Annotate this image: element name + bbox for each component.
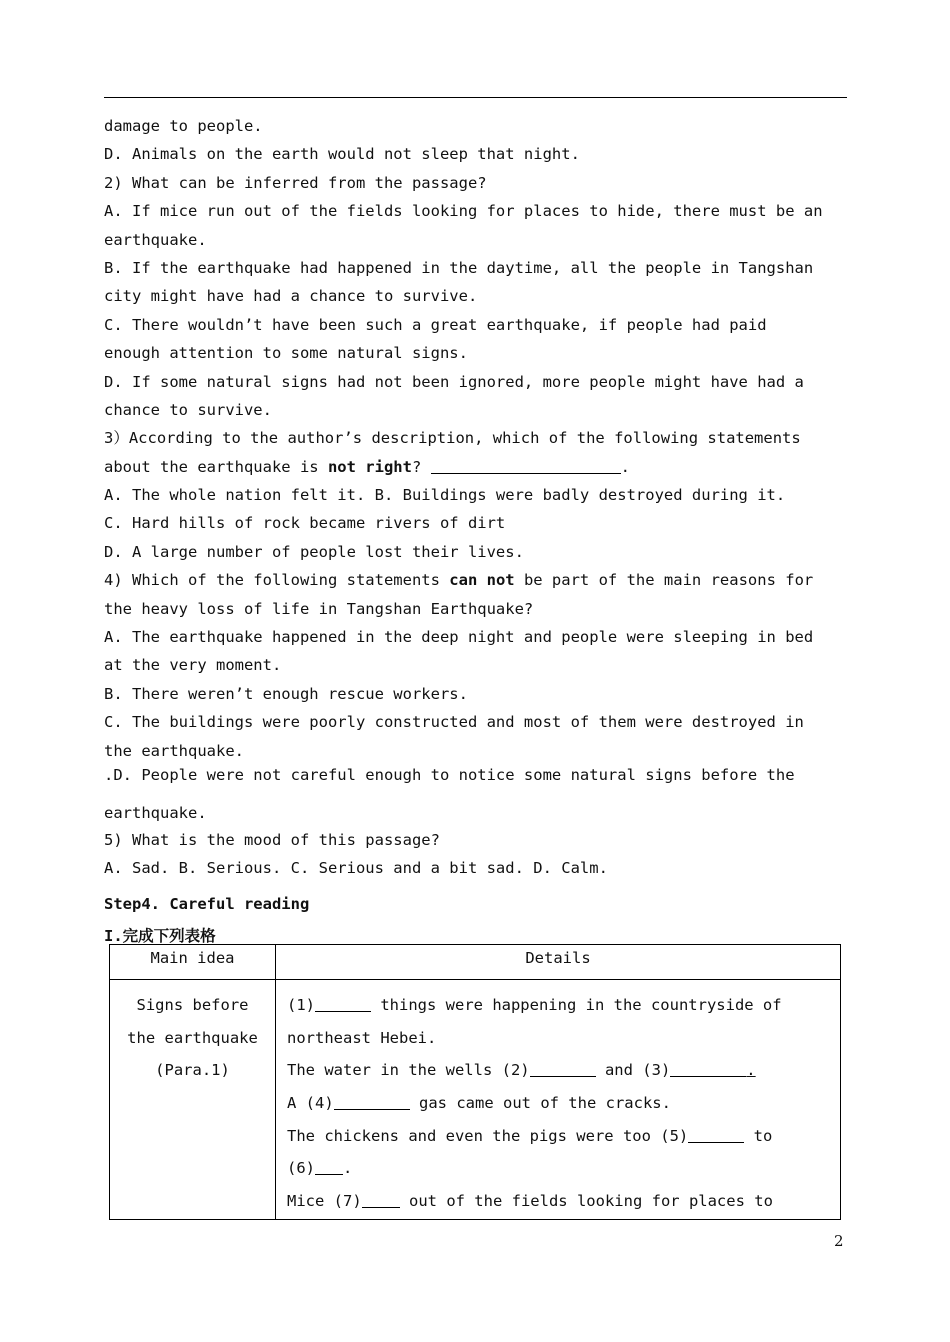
header-rule xyxy=(104,97,847,98)
details-cell xyxy=(276,980,841,1220)
blank-6[interactable] xyxy=(315,1156,343,1175)
main-idea-cell xyxy=(110,980,276,1220)
page-body xyxy=(104,112,849,955)
text-line: B. If the earthquake had happened in the daytime, all the people in Tangshan xyxy=(104,258,814,277)
text-line: chance to survive. xyxy=(104,400,272,419)
text-span: to xyxy=(744,1126,773,1145)
details-table xyxy=(109,944,841,1220)
text-line: D. If some natural signs had not been ignored, more people might have had a xyxy=(104,372,804,391)
text-line: enough attention to some natural signs. xyxy=(104,344,468,363)
text-span: A (4) xyxy=(287,1094,334,1113)
detail-line: northeast Hebei. xyxy=(287,1028,437,1047)
text-span: be part of the main reasons for xyxy=(514,571,814,590)
section-heading: I.完成下列表格 xyxy=(104,926,216,945)
main-idea-line: (Para.1) xyxy=(155,1061,230,1080)
text-line xyxy=(104,453,849,481)
detail-line xyxy=(287,1120,839,1153)
detail-line xyxy=(287,1087,839,1120)
header-main-idea: Main idea xyxy=(110,945,276,980)
option-line: A. The whole nation felt it. B. Buildings were badly destroyed during it. xyxy=(104,486,786,505)
detail-line xyxy=(287,1152,839,1185)
blank-4[interactable] xyxy=(334,1091,410,1110)
option-line: A. The earthquake happened in the deep night and people were sleeping in bed xyxy=(104,628,814,647)
text-line: D. Animals on the earth would not sleep that night. xyxy=(104,145,580,164)
table-header-row xyxy=(110,945,841,980)
emphasis: can not xyxy=(449,571,515,590)
blank-2[interactable] xyxy=(530,1058,596,1077)
blank-3[interactable] xyxy=(670,1058,746,1077)
text-span: (1) xyxy=(287,996,315,1014)
main-idea-line: Signs before xyxy=(136,996,249,1014)
text-line: at the very moment. xyxy=(104,656,282,675)
text-span: things were happening in the countryside of xyxy=(371,996,782,1014)
option-line: A. Sad. B. Serious. C. Serious and a bit sad. D. Calm. xyxy=(104,859,608,878)
option-line: .D. People were not careful enough to notice some natural signs before the xyxy=(104,765,795,784)
step4-heading: Step4. Careful reading xyxy=(104,894,310,913)
text-span: out of the fields looking for places to xyxy=(399,1192,773,1211)
blank-5[interactable] xyxy=(688,1124,744,1143)
text-line: the heavy loss of life in Tangshan Earthquake? xyxy=(104,599,534,618)
text-span: Mice (7) xyxy=(287,1192,362,1211)
question-2: 2) What can be inferred from the passage? xyxy=(104,173,487,192)
header-details: Details xyxy=(276,945,841,980)
question-4 xyxy=(104,566,849,594)
text-line: city might have had a chance to survive. xyxy=(104,287,478,306)
text-span: . xyxy=(620,457,630,476)
text-span: . xyxy=(343,1159,353,1178)
question-3: 3）According to the author’s description, which of the following statements xyxy=(104,429,801,448)
option-line: C. The buildings were poorly constructed and most of them were destroyed in xyxy=(104,713,804,732)
detail-line xyxy=(287,1054,839,1087)
text-span: about the earthquake is xyxy=(104,457,328,476)
text-line: damage to people. xyxy=(104,117,263,135)
text-line: C. There wouldn’t have been such a great earthquake, if people had paid xyxy=(104,315,767,334)
text-span: and (3) xyxy=(595,1061,671,1080)
text-span: The water in the wells (2) xyxy=(287,1061,530,1080)
text-line: earthquake. xyxy=(104,230,207,249)
text-span: gas came out of the cracks. xyxy=(409,1094,671,1113)
text-span: The chickens and even the pigs were too (5) xyxy=(287,1126,689,1145)
text-line: the earthquake. xyxy=(104,741,244,760)
blank-1[interactable] xyxy=(315,993,371,1012)
text-line: A. If mice run out of the fields looking for places to hide, there must be an xyxy=(104,202,823,221)
emphasis: not right xyxy=(327,457,412,476)
main-idea-line: the earthquake xyxy=(127,1028,258,1047)
text-span: ? xyxy=(411,457,431,476)
text-span: (6) xyxy=(287,1159,315,1178)
question-5: 5) What is the mood of this passage? xyxy=(104,830,440,849)
detail-line xyxy=(287,1185,839,1218)
page-number: 2 xyxy=(834,1232,844,1250)
text-span: . xyxy=(746,1061,756,1080)
detail-line xyxy=(287,989,839,1022)
option-line: B. There weren’t enough rescue workers. xyxy=(104,684,468,703)
option-line: D. A large number of people lost their lives. xyxy=(104,542,524,561)
answer-blank[interactable] xyxy=(431,457,621,474)
blank-7[interactable] xyxy=(362,1189,400,1208)
option-line: C. Hard hills of rock became rivers of dirt xyxy=(104,514,506,533)
text-line: earthquake. xyxy=(104,803,207,822)
table-row xyxy=(110,980,841,1220)
text-span: 4) Which of the following statements xyxy=(104,571,450,590)
